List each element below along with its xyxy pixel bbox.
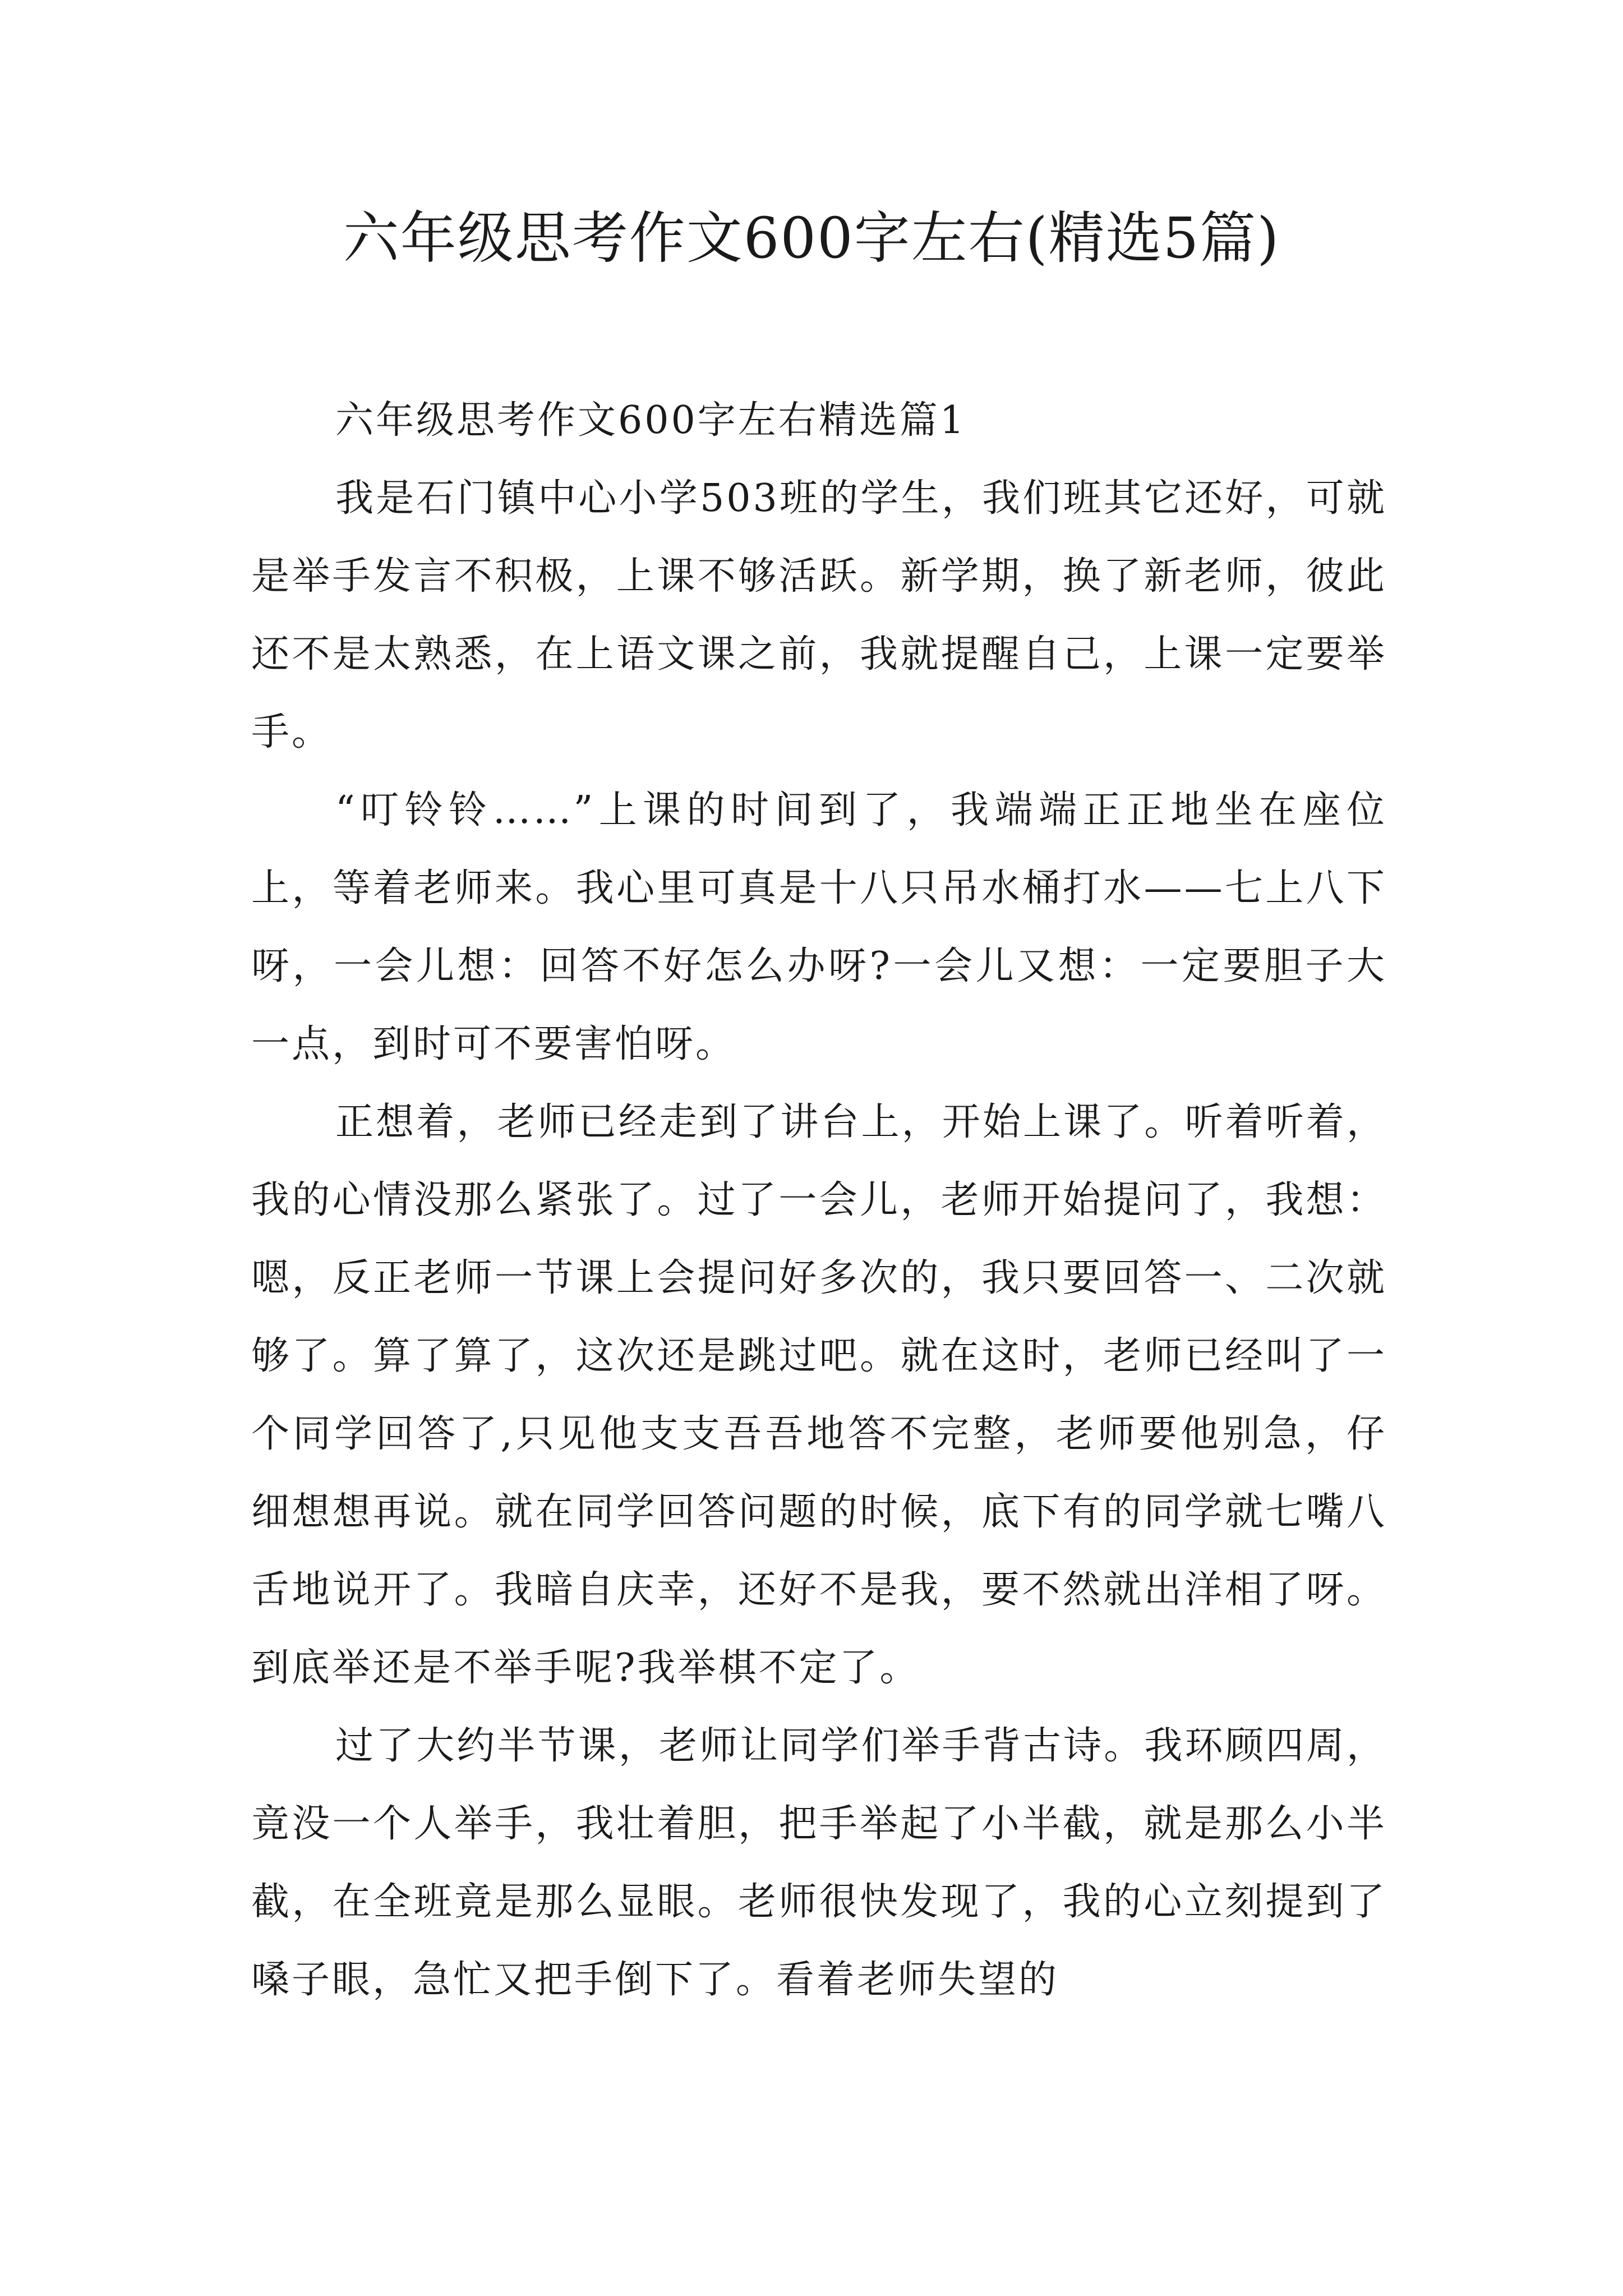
paragraph-3: 正想着，老师已经走到了讲台上，开始上课了。听着听着，我的心情没那么紧张了。过了一会儿，老师开始提问了，我想：嗯，反正老师一节课上会提问好多次的，我只要回答一、二次就够了。算了算了，这次还是跳过吧。就在这时，老师已经叫了一个同学回答了,只见他支支吾吾地答不完整，老师要他别急，仔细想想再说。就在同学回答问题的时候，底下有的同学就七嘴八舌地说开了。我暗自庆幸，还好不是我，要不然就出洋相了呀。到底举还是不举手呢?我举棋不定了。 [251, 1100, 1387, 1690]
paragraph-1: 我是石门镇中心小学503班的学生，我们班其它还好，可就是举手发言不积极，上课不够活跃。新学期，换了新老师，彼此还不是太熟悉，在上语文课之前，我就提醒自己，上课一定要举手。 [251, 476, 1387, 754]
paragraph-4: 过了大约半节课，老师让同学们举手背古诗。我环顾四周，竟没一个人举手，我壮着胆，把手举起了小半截，就是那么小半截，在全班竟是那么显眼。老师很快发现了，我的心立刻提到了嗓子眼，急忙又把手倒下了。看着老师失望的 [251, 1724, 1387, 2002]
section-heading: 六年级思考作文600字左右精选篇1 [335, 398, 967, 443]
paragraph-2: “叮铃铃……”上课的时间到了，我端端正正地坐在座位上，等着老师来。我心里可真是十八只吊水桶打水——七上八下呀，一会儿想：回答不好怎么办呀?一会儿又想：一定要胆子大一点，到时可不要害怕呀。 [251, 788, 1387, 1066]
document-body [251, 381, 1387, 2019]
document-title: 六年级思考作文600字左右(精选5篇) [343, 205, 1280, 271]
